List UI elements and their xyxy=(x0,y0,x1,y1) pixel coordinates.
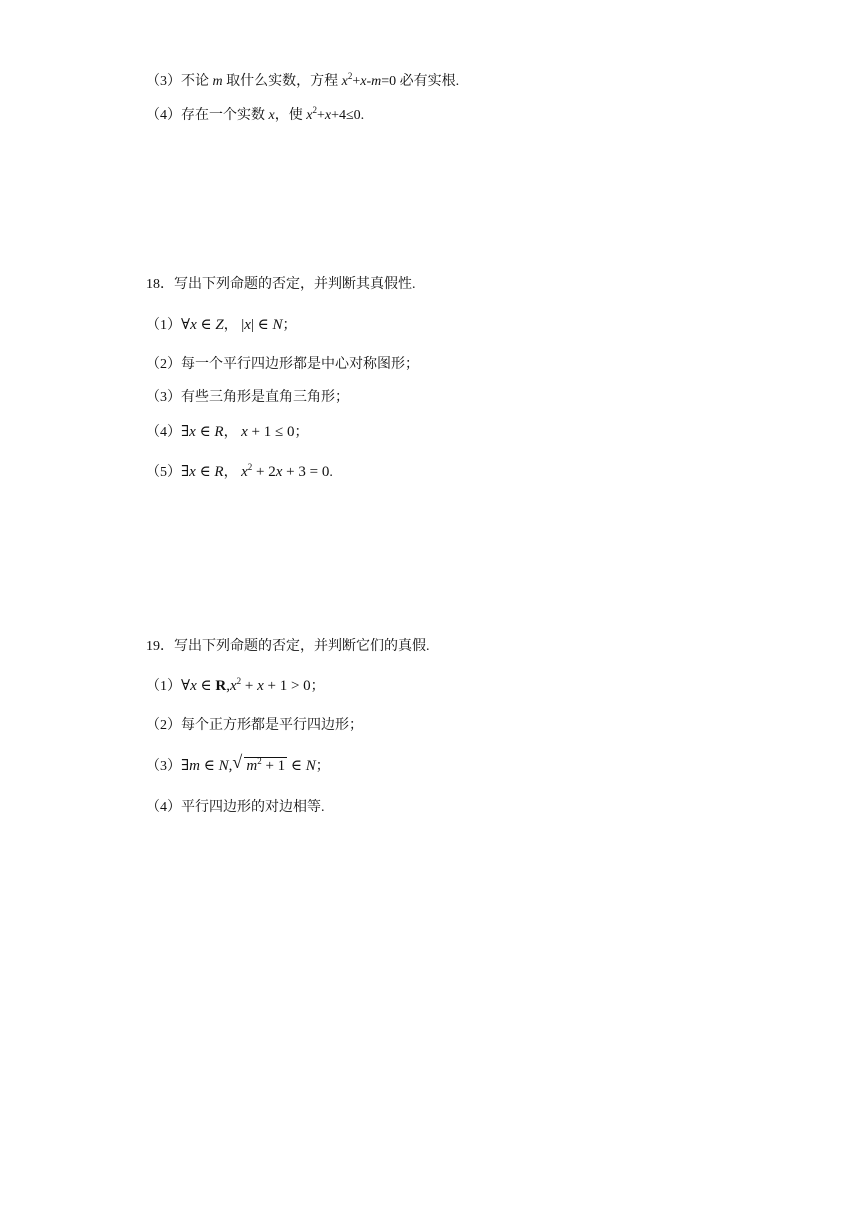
item-number: （5） xyxy=(146,465,181,480)
item-number: （3） xyxy=(146,390,181,405)
item-number: （4） xyxy=(146,108,181,123)
q18-item-2: （2）每一个平行四边形都是中心对称图形； xyxy=(146,357,419,372)
q19-item-2: （2）每个正方形都是平行四边形； xyxy=(146,718,363,733)
q19-title: 19．写出下列命题的否定，并判断它们的真假. xyxy=(146,639,430,654)
q18-item-1: （1）∀x ∈ Z， |x| ∈ N； xyxy=(146,317,297,333)
q18-title: 18．写出下列命题的否定，并判断其真假性. xyxy=(146,277,416,292)
item-number: （2） xyxy=(146,357,181,372)
item-number: （4） xyxy=(146,800,181,815)
square-root: √ $m^2 + 1$ xyxy=(232,752,286,774)
item-number: （3） xyxy=(146,74,181,89)
item-number: （2） xyxy=(146,718,181,733)
q18-item-5: （5）∃x ∈ R， $x^2 + 2x + 3 = 0$. xyxy=(146,462,333,480)
q17-item-3: （3）不论 m 取什么实数，方程 $x^2+x-m=0$ 必有实根. xyxy=(146,71,460,89)
item-number: （1） xyxy=(146,318,181,333)
q18-item-4: （4）∃x ∈ R， x + 1 ≤ 0； xyxy=(146,424,309,440)
q19-item-4: （4）平行四边形的对边相等. xyxy=(146,800,325,815)
q17-item-4: （4）存在一个实数 x，使 $x^2+x+4\le 0$. xyxy=(146,105,365,123)
item-number: （4） xyxy=(146,425,181,440)
item-number: （1） xyxy=(146,679,181,694)
q19-item-3: （3）∃m ∈ N, √ $m^2 + 1$ ∈ N； xyxy=(146,752,330,774)
item-number: （3） xyxy=(146,759,181,774)
q18-item-3: （3）有些三角形是直角三角形； xyxy=(146,390,349,405)
q19-item-1: （1）∀x ∈ $R,x^2 + x + 1 > 0$； xyxy=(146,676,325,694)
